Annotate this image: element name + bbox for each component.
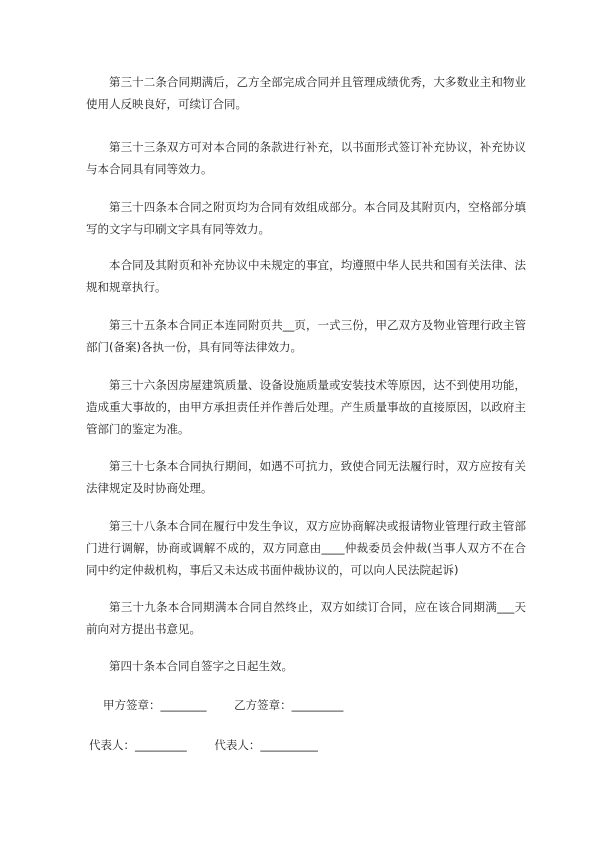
- clause-36: 第三十六条因房屋建筑质量、设备设施质量或安装技术等原因，达不到使用功能，造成重大事故的，由甲方承担责任并作善后处理。产生质量事故的直接原因，以政府主管部门的鉴定为准。: [86, 378, 526, 436]
- clause-33: 第三十三条双方可对本合同的条款进行补充，以书面形式签订补充协议，补充协议与本合同具有同等效力。: [86, 140, 526, 176]
- party-a-signature: 甲方签章：________: [103, 698, 207, 712]
- clause-38: 第三十八条本合同在履行中发生争议，双方应协商解决或报请物业管理行政主管部门进行调解，协商或调解不成的，双方同意由____仲裁委员会仲裁(当事人双方不在合同中约定仲裁机构，事后又未达成书面仲裁协议的，可以向人民法院起诉): [86, 519, 526, 577]
- party-b-representative: 代表人：__________: [214, 738, 318, 752]
- signature-row: [86, 694, 526, 716]
- representative-row: [86, 734, 526, 756]
- clause-34: 第三十四条本合同之附页均为合同有效组成部分。本合同及其附页内，空格部分填写的文字与印刷文字具有同等效力。: [86, 200, 526, 236]
- supplementary-clause: 本合同及其附页和补充协议中未规定的事宜，均遵照中华人民共和国有关法律、法规和规章执行。: [86, 258, 526, 294]
- clause-35: 第三十五条本合同正本连同附页共__页，一式三份，甲乙双方及物业管理行政主管部门(备案)各执一份，具有同等法律效力。: [86, 318, 526, 354]
- clause-40: 第四十条本合同自签字之日起生效。: [109, 659, 293, 673]
- clause-39: 第三十九条本合同期满本合同自然终止，双方如续订合同，应在该合同期满___天前向对方提出书意见。: [86, 600, 526, 636]
- party-b-signature: 乙方签章：_________: [234, 698, 344, 712]
- clause-32: 第三十二条合同期满后，乙方全部完成合同并且管理成绩优秀，大多数业主和物业使用人反映良好，可续订合同。: [86, 75, 526, 111]
- party-a-representative: 代表人：_________: [89, 738, 187, 752]
- clause-37: 第三十七条本合同执行期间，如遇不可抗力，致使合同无法履行时，双方应按有关法律规定及时协商处理。: [86, 459, 526, 495]
